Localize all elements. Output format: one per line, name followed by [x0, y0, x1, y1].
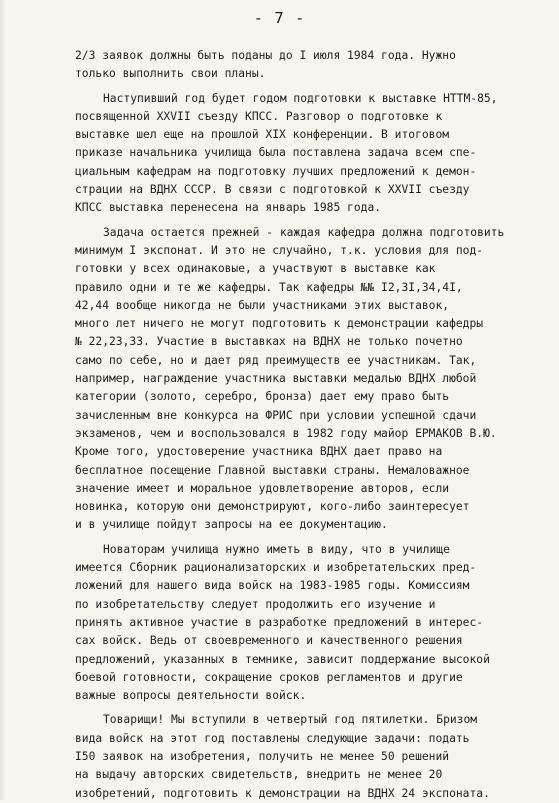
paragraph [75, 541, 521, 706]
document-body [75, 47, 521, 803]
text-line: страции на ВДНХ СССР. В связи с подготовкой к XXVII съезду [75, 183, 470, 197]
text-line: экзаменов, чем и воспользовался в 1982 году майор ЕРМАКОВ В.Ю. [75, 426, 497, 440]
text-line: 2/3 заявок должны быть поданы до I июля 1984 года. Нужно [75, 49, 456, 62]
text-line: само по себе, но и дает ряд преимуществ ее участникам. Так, [75, 353, 477, 367]
text-line: имеется Сборник рационализаторских и изобретательских пред- [75, 561, 477, 575]
text-line: минимум I экспонат. И это не случайно, т.к. условия для под- [75, 243, 484, 257]
paragraph [75, 90, 521, 218]
text-line: Наступивший год будет годом подготовки к выставке НТТМ-85, [103, 91, 498, 105]
text-line: сах войск. Ведь от своевременного и качественного решения [75, 634, 463, 648]
paragraph [75, 47, 521, 84]
text-line: принять активное участие в разработке предложений в интерес- [75, 615, 484, 629]
text-line: вида войск на этот год поставлены следующие задачи: подать [75, 731, 470, 745]
page-number: - 7 - [253, 9, 306, 27]
text-line: значение имеет и моральное удовлетворение авторов, если [75, 481, 450, 495]
text-line: категории (золото, серебро, бронза) дает ему право быть [75, 390, 450, 404]
text-line: по изобретательству следует продолжить его изучение и [75, 597, 436, 611]
text-line: Кроме того, удостоверение участника ВДНХ дает право на [75, 445, 443, 459]
text-line: Задача остается прежней - каждая кафедра должна подготовить [103, 225, 505, 239]
text-line: новинка, которую они демонстрируют, кого-либо заинтересует [75, 500, 470, 514]
text-line: например, награждение участника выставки медалью ВДНХ любой [75, 372, 477, 386]
text-line: предложений, указанных в темнике, зависит поддержание высокой [75, 652, 490, 666]
text-line: I50 заявок на изобретения, получить не менее 50 решений [75, 749, 450, 763]
text-line: зачисленным вне конкурса на ФРИС при условии успешной сдачи [75, 408, 477, 422]
paragraph [75, 224, 521, 535]
text-line: на выдачу авторских свидетельств, внедрить не менее 20 [75, 768, 443, 782]
text-line: важные вопросы деятельности войск. [75, 689, 307, 703]
text-line: правило одни и те же кафедры. Так кафедры №№ I2,3I,34,4I, [75, 280, 463, 294]
scan-edge-shadow [0, 0, 6, 800]
text-line: выставке шел еще на прошлой XIX конференции. В итоговом [75, 128, 450, 142]
text-line: и в училище пойдут запросы на ее документацию. [75, 518, 388, 532]
text-line: Новаторам училища нужно иметь в виду, что в училище [103, 542, 450, 556]
text-line: 42,44 вообще никогда не были участниками этих выставок, [75, 298, 450, 312]
text-line: изобретений, подготовить к демонстрации на ВДНХ 24 экспоната. [75, 786, 490, 800]
text-line: много лет ничего не могут подготовить к демонстрации кафедры [75, 317, 484, 331]
text-line: посвященной XXVII съезду КПСС. Разговор о подготовке к [75, 109, 443, 123]
text-line: бесплатное посещение Главной выставки страны. Немаловажное [75, 463, 470, 477]
text-line: Товарищи! Мы вступили в четвертый год пятилетки. Бризом [103, 713, 478, 727]
paragraph [75, 711, 521, 802]
text-line: КПСС выставка перенесена на январь 1985 года. [75, 201, 382, 215]
text-line: приказе начальника училища была поставлена задача всем спе- [75, 146, 477, 160]
text-line: только выполнить свои планы. [75, 67, 266, 81]
text-line: боевой готовности, сокращение сроков регламентов и другие [75, 670, 463, 684]
text-line: циальным кафедрам на подготовку лучших предложений к демон- [75, 164, 477, 178]
text-line: № 22,23,33. Участие в выставках на ВДНХ не только почетно [75, 335, 463, 349]
text-line: готовки у всех одинаковые, а участвуют в выставке как [75, 262, 436, 276]
text-line: ложений для нашего вида войск на 1983-1985 годы. Комиссиям [75, 579, 470, 593]
